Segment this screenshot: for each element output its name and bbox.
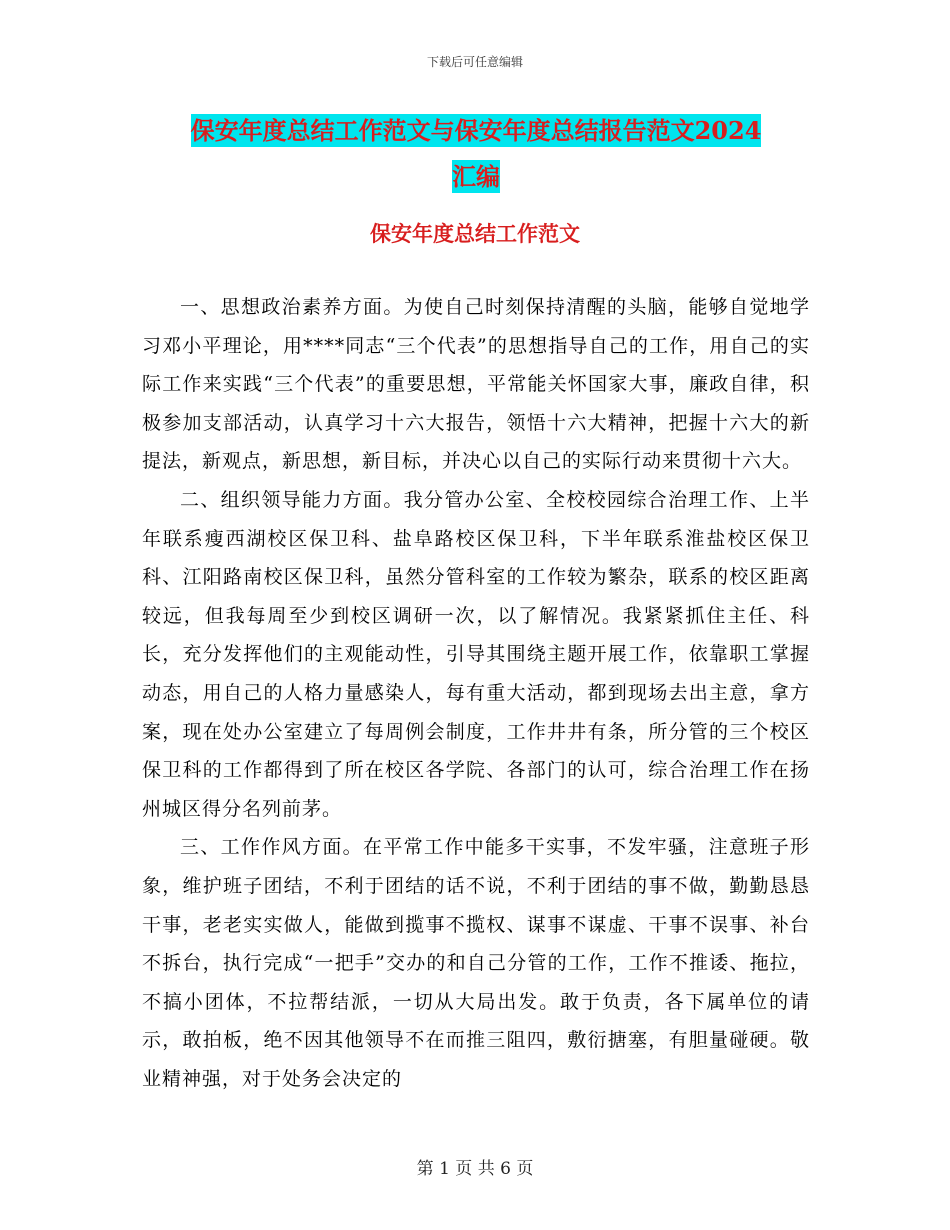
section-title: 保安年度总结工作范文: [370, 221, 580, 246]
document-title-line1: 保安年度总结工作范文与保安年度总结报告范文2024: [190, 116, 762, 145]
document-title-line2: 汇编: [452, 162, 500, 191]
paragraph-3: 三、工作作风方面。在平常工作中能多干实事，不发牢骚，注意班子形象，维护班子团结，不利于团结的话不说，不利于团结的事不做，勤勤恳恳干事，老老实实做人，能做到揽事不揽权、谋事不谋虚、干事不误事、补台不拆台，执行完成“一把手”交办的和自己分管的工作，工作不推诿、拖拉，不搞小团体，不拉帮结派，一切从大局出发。敢于负责，各下属单位的请示，敢拍板，绝不因其他领导不在而推三阻四，敷衍搪塞，有胆量碰硬。敬业精神强，对于处务会决定的: [142, 836, 810, 1090]
document-title: [140, 108, 812, 200]
page-number: 第 1 页 共 6 页: [416, 1159, 534, 1179]
header-note: 下载后可任意编辑: [426, 55, 523, 69]
body-text: [142, 288, 810, 1098]
paragraph-1: 一、思想政治素养方面。为使自己时刻保持清醒的头脑，能够自觉地学习邓小平理论，用****同志“三个代表”的思想指导自己的工作，用自己的实际工作来实践“三个代表”的重要思想，平常能关怀国家大事，廉政自律，积极参加支部活动，认真学习十六大报告，领悟十六大精神，把握十六大的新提法，新观点，新思想，新目标，并决心以自己的实际行动来贯彻十六大。: [142, 296, 810, 473]
paragraph-2: 二、组织领导能力方面。我分管办公室、全校校园综合治理工作、上半年联系瘦西湖校区保卫科、盐阜路校区保卫科，下半年联系淮盐校区保卫科、江阳路南校区保卫科，虽然分管科室的工作较为繁杂，联系的校区距离较远，但我每周至少到校区调研一次，以了解情况。我紧紧抓住主任、科长，充分发挥他们的主观能动性，引导其围绕主题开展工作，依靠职工掌握动态，用自己的人格力量感染人，每有重大活动，都到现场去出主意，拿方案，现在处办公室建立了每周例会制度，工作井井有条，所分管的三个校区保卫科的工作都得到了所在校区各学院、各部门的认可，综合治理工作在扬州城区得分名列前茅。: [142, 488, 810, 820]
